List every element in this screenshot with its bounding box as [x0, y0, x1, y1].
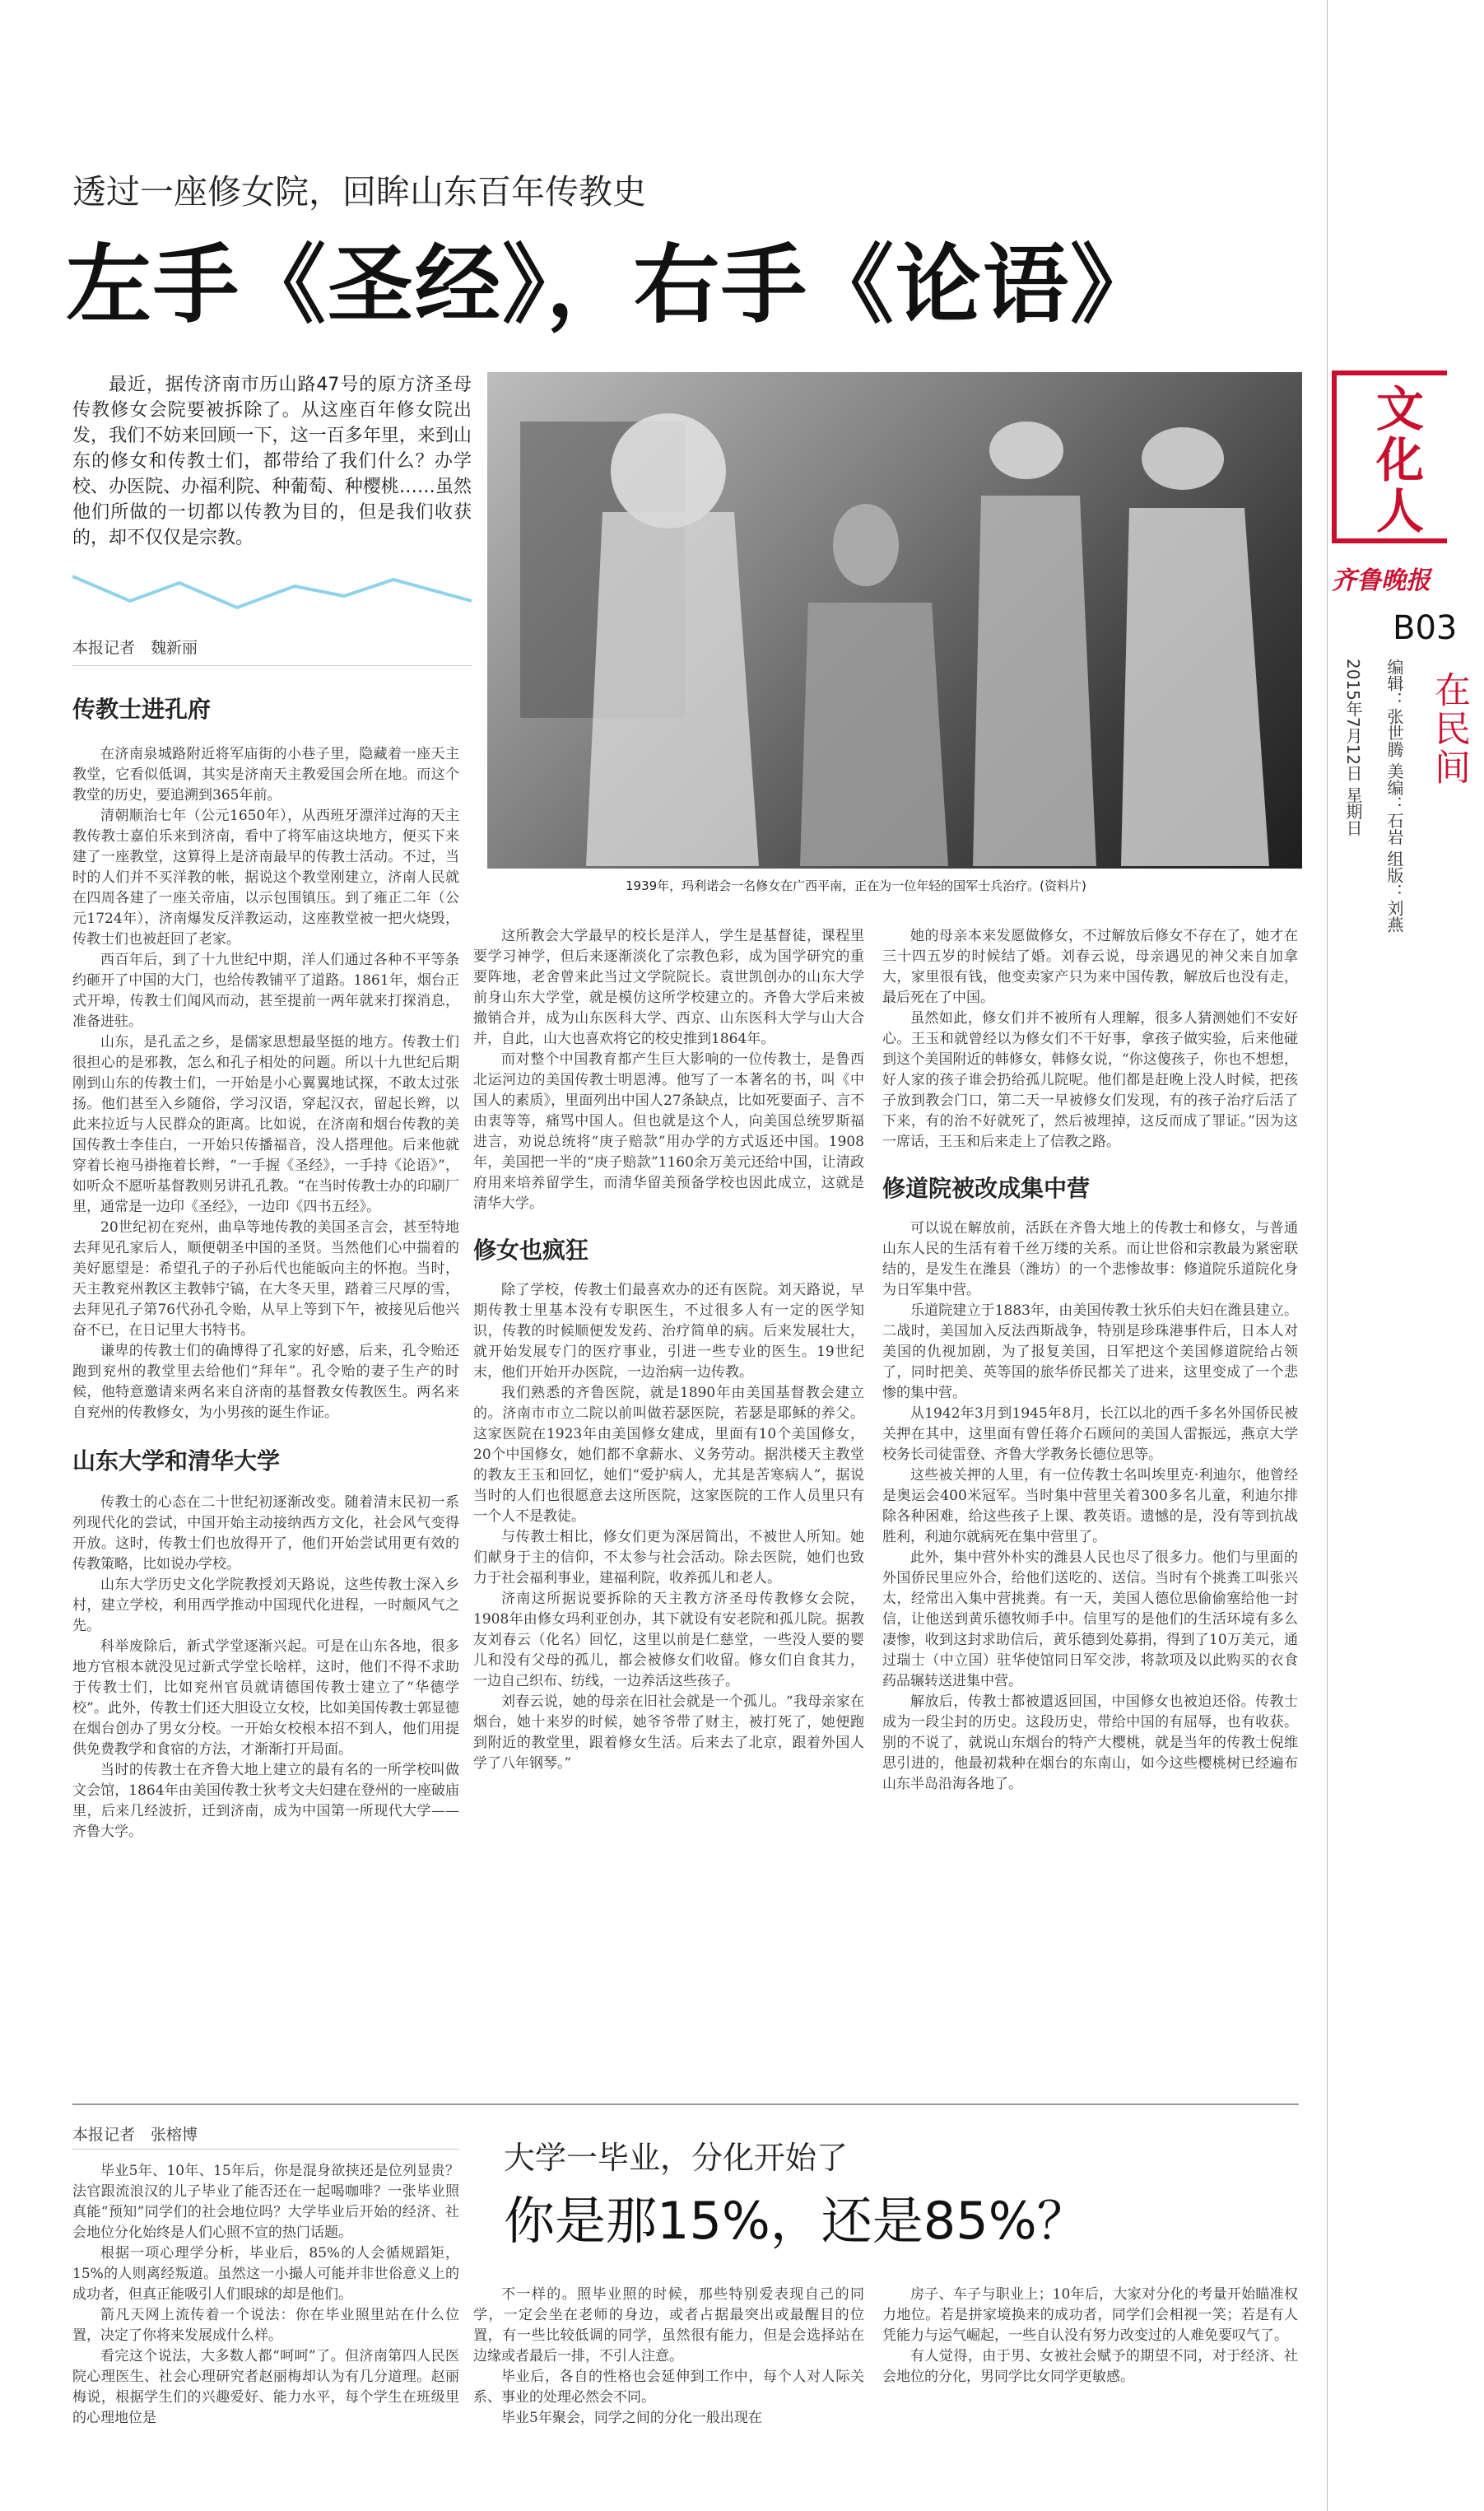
section-body: [882, 926, 1298, 1153]
credits-line: 编辑：张世腾 美编：石岩 组版：刘燕: [1384, 659, 1404, 933]
article2-column-3: [882, 2285, 1298, 2507]
paragraph: 刘春云说，她的母亲在旧社会就是一个孤儿。“我母亲家在烟台，她十来岁的时候，她爷爷带了财主，被打死了，她便跑到附近的教堂里，跟着修女生活。后来去了北京，跟着外国人学了八年钢琴。”: [473, 1693, 864, 1772]
paragraph: 毕业5年聚会，同学之间的分化一般出现在: [501, 2410, 762, 2426]
paragraph: 这些被关押的人里，有一位传教士名叫埃里克·利迪尔，他曾经是奥运会400米冠军。当时集中营里关着300多名儿童，利迪尔排除各种困难，给这些孩子上课、教英语。遗憾的是，没有等到抗战胜利，利迪尔就病死在集中营里了。: [882, 1467, 1298, 1545]
section-body: [473, 926, 864, 1214]
paragraph: 我们熟悉的齐鲁医院，就是1890年由美国基督教会建立的。济南市市立二院以前叫做若瑟医院，若瑟是耶稣的养父。这家医院在1923年由美国修女建成，里面有10个美国修女，20个中国修女，她们都不拿薪水、义务劳动。据洪楼天主教堂的教友王玉和回忆，她们“爱护病人，尤其是苦寒病人”，据说当时的人们也很愿意去这所医院，这家医院的工作人员里只有一个人不是教徒。: [473, 1385, 864, 1525]
article2-column-2: [473, 2285, 864, 2507]
paragraph: 根据一项心理学分析，毕业后，85%的人会循规蹈矩，15%的人则离经叛道。虽然这一小撮人可能并非世俗意义上的成功者，但真正能吸引人们眼球的却是他们。: [72, 2245, 459, 2303]
paragraph: 西百年后，到了十九世纪中期，洋人们通过各种不平等条约砸开了中国的大门，也给传教铺平了道路。1861年，烟台正式开埠，传教士们闻风而动，甚至提前一两年就来打探消息，准备进驻。: [72, 952, 459, 1030]
article2-title: 你是那15%，还是85%？: [504, 2191, 1088, 2251]
section-heading: 传教士进孔府: [72, 696, 212, 723]
article1-lead: [72, 372, 472, 551]
paragraph: 毕业5年、10年、15年后，你是混身欲挟还是位列显贵？法官跟流浪汉的儿子毕业了能否还在一起喝咖啡？一张毕业照真能“预知”同学们的社会地位吗？大学毕业后开始的经济、社会地位分化始终是人们心照不宣的热门话题。: [72, 2163, 459, 2241]
paragraph: 可以说在解放前，活跃在齐鲁大地上的传教士和修女，与普通山东人民的生活有着千丝万缕的关系。而让世俗和宗教最为紧密联结的，是发生在潍县（潍坊）的一个悲惨故事：修道院乐道院化身为日军集中营。: [882, 1220, 1298, 1298]
paragraph: 虽然如此，修女们并不被所有人理解，很多人猜测她们不安好心。王玉和就曾经以为修女们不干好事，拿孩子做实验，后来他碰到这个美国附近的韩修女，韩修女说，“你这傻孩子，你也不想想，好人家的孩子谁会扔给孤儿院呢。他们都是赶晚上没人时候，把孩子放到教会门口，第二天一早被修女们发现，有的孩子治疗后活了下来，有的治不好就死了，然后被埋掉，这反而成了罪证。”因为这一席话，王玉和后来走上了信教之路。: [882, 1010, 1298, 1150]
article1-kicker: 透过一座修女院，回眸山东百年传教史: [72, 172, 646, 212]
paragraph: 毕业后，各自的性格也会延伸到工作中，每个人对人际关系、事业的处理必然会不同。: [473, 2369, 864, 2406]
section-body: [473, 1280, 864, 1774]
paragraph: 有人觉得，由于男、女被社会赋予的期望不同，对于经济、社会地位的分化，男同学比女同学更敏感。: [882, 2348, 1298, 2385]
paragraph: 山东大学历史文化学院教授刘天路说，这些传教士深入乡村，建立学校，利用西学推动中国现代化进程，一时颇风气之先。: [72, 1577, 459, 1634]
article1-title: 左手《圣经》，右手《论语》: [66, 235, 1158, 335]
article2-column-1: [72, 2161, 459, 2507]
lead-decoration: [72, 568, 472, 626]
paragraph: 这所教会大学最早的校长是洋人，学生是基督徒，课程里要学习神学，但后来逐渐淡化了宗教色彩，成为国学研究的重要阵地，老舍曾来此当过文学院院长。袁世凯创办的山东大学前身山东大学堂，就是模仿这所学校建立的。齐鲁大学后来被撤销合并，成为山东医科大学、西京、山东医科大学与山大合并，自此，山大也喜欢将它的校史推到1864年。: [473, 928, 864, 1047]
article1-byline: 本报记者 魏新丽: [72, 639, 198, 657]
paragraph: 她的母亲本来发愿做修女，不过解放后修女不存在了，她才在三十四五岁的时候结了婚。刘春云说，母亲遇见的神父来自加拿大，家里很有钱，他变卖家产只为来中国传教，解放后也没有走，最后死在了中国。: [882, 928, 1298, 1006]
paragraph: 看完这个说法，大多数人都“呵呵”了。但济南第四人民医院心理医生、社会心理研究者赵丽梅却认为有几分道理。赵丽梅说，根据学生们的兴趣爱好、能力水平，每个学生在班级里的心理地位是: [72, 2348, 459, 2426]
paragraph: 科举废除后，新式学堂逐渐兴起。可是在山东各地，很多地方官根本就没见过新式学堂长啥样，这时，他们不得不求助于传教士们，比如兖州官员就请德国传教士建立了“华德学校”。此外，传教士们还大胆设立女校，比如美国传教士郭显德在烟台创办了男女分校。一开始女校根本招不到人，他们用提供免费教学和食宿的方法，才渐渐打开局面。: [72, 1638, 459, 1758]
photo-scene: [487, 372, 1302, 869]
paragraph: 清朝顺治七年（公元1650年），从西班牙漂洋过海的天主教传教士嘉伯乐来到济南，看中了将军庙这块地方，便买下来建了一座教堂，这算得上是济南最早的传教士活动。不过，当时的人们并不买洋教的帐，据说这个教堂刚建立，济南人民就在四周各建了一座关帝庙，以示包围镇压。到了雍正二年（公元1724年），济南爆发反洋教运动，这座教堂被一把火烧毁，传教士们也被赶回了老家。: [72, 808, 459, 948]
paragraph: 谦卑的传教士们的确博得了孔家的好感，后来，孔令贻还跑到兖州的教堂里去给他们“拜年”。孔令贻的妻子生产的时候，他特意邀请来两名来自济南的基督教女传教医生。两名来自兖州的传教修女，为小男孩的诞生作证。: [72, 1343, 459, 1421]
paragraph: 传教士的心态在二十世纪初逐渐改变。随着清末民初一系列现代化的尝试，中国开始主动接纳西方文化，社会风气变得开放。这时，传教士们也放得开了，他们开始尝试用更有效的传教策略，比如说办学校。: [72, 1494, 459, 1572]
page-code: B03: [1393, 609, 1458, 647]
article2-kicker: 大学一毕业，分化开始了: [504, 2140, 849, 2176]
article2-byline-rule: [72, 2149, 459, 2150]
paragraph: 解放后，传教士都被遣返回国，中国修女也被迫还俗。传教士成为一段尘封的历史。这段历史，带给中国的有屈辱，也有收获。别的不说了，就说山东烟台的特产大樱桃，就是当年的传教士倪维思引进的，他最初栽种在烟台的东南山，如今这些樱桃树已经遍布山东半岛沿海各地了。: [882, 1693, 1298, 1792]
paragraph: 不一样的。照毕业照的时候，那些特别爱表现自己的同学，一定会坐在老师的身边，或者占据最突出或最醒目的位置，有一些比较低调的同学，虽然很有能力，但是会选择站在边缘或者最后一排，不引人注意。: [473, 2286, 864, 2364]
section-heading: 修道院被改成集中营: [882, 1175, 1091, 1202]
article1-column-2: [473, 926, 864, 2091]
lead-text: 最近，据传济南市历山路47号的原方济圣母传教修女会院要被拆除了。从这座百年修女院出发，我们不妨来回顾一下，这一百多年里，来到山东的修女和传教士们，都带给了我们什么？办学校、办医院、办福利院、种葡萄、种樱桃……虽然他们所做的一切都以传教为目的，但是我们收获的，却不仅仅是宗教。: [72, 375, 472, 548]
section-body: [72, 1493, 459, 1842]
paragraph: 当时的传教士在齐鲁大地上建立的最有名的一所学校叫做文会馆，1864年由美国传教士狄考文夫妇建在登州的一座破庙里，后来几经波折，迁到济南，成为中国第一所现代大学——齐鲁大学。: [72, 1762, 459, 1840]
paragraph: 而对整个中国教育都产生巨大影响的一位传教士，是鲁西北运河边的美国传教士明恩溥。他写了一本著名的书，叫《中国人的素质》，里面列出中国人27条缺点，比如死要面子、言不由衷等等，痛骂中国人。但也就是这个人，向美国总统罗斯福进言，劝说总统将“庚子赔款”用办学的方式返还中国。1908年，美国把一半的“庚子赔款”1160余万美元还给中国，让清政府用来培养留学生，而清华留美预备学校也因此成立，这就是清华大学。: [473, 1051, 864, 1212]
article-divider: [72, 2103, 1299, 2105]
section-heading: 修女也疯狂: [473, 1237, 589, 1264]
paragraph: 乐道院建立于1883年，由美国传教士狄乐伯夫妇在潍县建立。二战时，美国加入反法西斯战争，特别是珍珠港事件后，日本人对美国的仇视加剧，为了报复美国，日军把这个美国修道院给占领了，同时把美、英等国的旅华侨民都关了进来，这里变成了一个悲惨的集中营。: [882, 1302, 1298, 1401]
masthead: [1317, 0, 1484, 2511]
article2-byline: 本报记者 张榕博: [72, 2126, 198, 2144]
column-name: 在民间: [1428, 671, 1470, 787]
paragraph: 从1942年3月到1945年8月，长江以北的西千多名外国侨民被关押在其中，这里面有曾任蒋介石顾问的美国人雷振远，燕京大学校务长司徒雷登、齐鲁大学教务长德位思等。: [882, 1405, 1298, 1463]
article1-photo: [487, 372, 1302, 869]
section-heading: 山东大学和清华大学: [72, 1447, 281, 1474]
brand-logo: 齐鲁晚报: [1332, 566, 1431, 595]
paragraph: 与传教士相比，修女们更为深居简出，不被世人所知。她们献身于主的信仰，不太参与社会活动。除去医院，她们也致力于社会福利事业，建福利院，收养孤儿和老人。: [473, 1529, 864, 1586]
section-title: 文化人: [1368, 384, 1424, 537]
photo-caption: 1939年，玛利诺会一名修女在广西平南，正在为一位年轻的国军士兵治疗。(资料片): [626, 878, 1086, 893]
paragraph: 房子、车子与职业上；10年后，大家对分化的考量开始瞄准权力地位。若是拼家境换来的成功者，同学们会相视一笑；若是有人凭能力与运气崛起，一些自认没有努力改变过的人难免要叹气了。: [882, 2286, 1298, 2344]
paragraph: 箭凡天网上流传着一个说法：你在毕业照里站在什么位置，决定了你将来发展成什么样。: [72, 2307, 459, 2344]
article1-column-1: [72, 675, 459, 2091]
paragraph: 山东，是孔孟之乡，是儒家思想最坚挺的地方。传教士们很担心的是邪教，怎么和孔子相处的问题。所以十九世纪后期刚到山东的传教士们，一开始是小心翼翼地试探，不敢太过张扬。他们甚至入乡随俗，学习汉语，穿起汉衣，留起长辫，以此来拉近与人民群众的距离。比如说，在济南和烟台传教的美国传教士李佳白，一开始只传播福音，没人搭理他。后来他就穿着长袍马褂拖着长辫，“一手握《圣经》，一手持《论语》”，如听众不愿听基督教则另讲孔孔教。“在当时传教士办的印刷厂里，通常是一边印《圣经》，一边印《四书五经》。: [72, 1034, 459, 1215]
paragraph: 济南这所据说要拆除的天主教方济圣母传教修女会院，1908年由修女玛利亚创办，其下就设有安老院和孤儿院。据教友刘春云（化名）回忆，这里以前是仁慈堂，一些没人要的婴儿和没有父母的孤儿，都会被修女们收留。修女们自食其力，一边自己织布、纺线，一边养活这些孩子。: [473, 1591, 864, 1689]
paragraph: 除了学校，传教士们最喜欢办的还有医院。刘天路说，早期传教士里基本没有专职医生，不过很多人有一定的医学知识，传教的时候顺便发发药、治疗简单的病。后来发展壮大，就开始发展专门的医疗事业，引进一些专业的医生。19世纪末，他们开始开办医院，一边治病一边传教。: [473, 1282, 864, 1381]
date-line: 2015年7月12日 星期日: [1343, 659, 1363, 836]
paragraph: 此外，集中营外朴实的潍县人民也尽了很多力。他们与里面的外国侨民里应外合，给他们送吃的、送信。当时有个挑粪工叫张兴太，经常出入集中营挑粪。有一天，美国人德位思偷偷塞给他一封信，让他送到黄乐德牧师手中。信里写的是他们的生活环境有多么凄惨，收到这封求助信后，黄乐德到处募捐，得到了10万美元，通过瑞士（中立国）驻华使馆同日军交涉，将款项及以此购买的衣食药品辗转送进集中营。: [882, 1549, 1298, 1689]
masthead-divider: [1327, 0, 1328, 2511]
paragraph: 在济南泉城路附近将军庙街的小巷子里，隐藏着一座天主教堂，它看似低调，其实是济南天主教爱国会所在地。而这个教堂的历史，要追溯到365年前。: [72, 746, 459, 804]
paragraph: 20世纪初在兖州，曲阜等地传教的美国圣言会，甚至特地去拜见孔家后人，顺便朝圣中国的圣贤。当然他们心中揣着的美好愿望是：希望孔子的子孙后代也能皈向主的怀抱。当时，天主教兖州教区主教韩宁镐，在大冬天里，踏着三尺厚的雪，去拜见孔子第76代孙孔令贻，从早上等到下午，被接见后他兴奋不已，在日记里大书特书。: [72, 1219, 459, 1339]
section-body: [72, 744, 459, 1423]
article1-column-3: [882, 926, 1298, 2091]
section-title-badge: [1332, 370, 1447, 543]
byline-rule: [72, 665, 472, 666]
section-body: [882, 1218, 1298, 1795]
